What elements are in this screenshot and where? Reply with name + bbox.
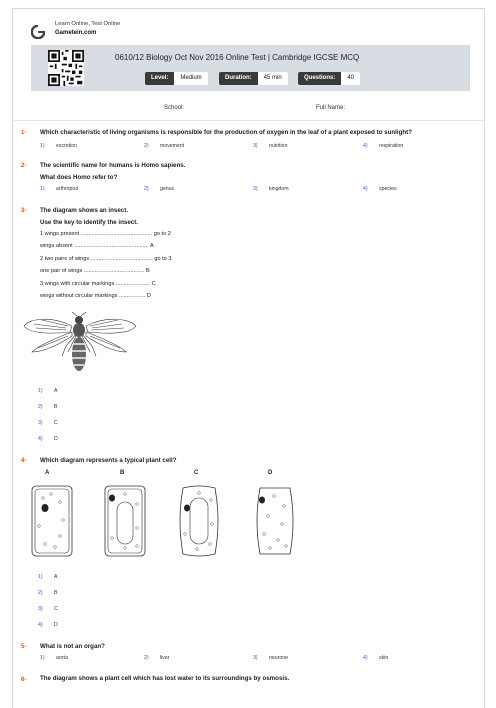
question-text: What does Homo refer to?	[40, 174, 118, 181]
level-label: Level:	[145, 72, 174, 85]
answer-option[interactable]: 2) B	[38, 404, 58, 410]
answer-option[interactable]: 1) aorta	[40, 655, 68, 661]
questions-value: 40	[341, 72, 360, 85]
question-text: Which diagram represents a typical plant cell?	[40, 457, 177, 464]
question-number: 1-	[21, 130, 27, 136]
qr-code-icon	[48, 50, 84, 86]
brand-tagline: Learn Online, Test Online	[55, 21, 121, 27]
answer-option[interactable]: 3) neurone	[253, 655, 289, 661]
question-number: 4-	[21, 458, 27, 464]
questions-badge	[298, 72, 360, 85]
question-text: The diagram shows an insect.	[40, 207, 129, 214]
gametein-logo-icon	[31, 25, 45, 39]
question-text: What is not an organ?	[40, 643, 105, 650]
brand-site[interactable]: Gametein.com	[55, 30, 97, 36]
answer-option[interactable]: 3) C	[38, 420, 58, 426]
diagram-label: D	[268, 470, 273, 476]
question-text: The diagram shows a plant cell which has lost water to its surroundings by osmosis.	[40, 675, 290, 682]
key-line: wings without circular markings ................. D	[40, 293, 151, 299]
insect-diagram	[22, 312, 138, 380]
duration-label: Duration:	[219, 72, 258, 85]
answer-option[interactable]: 4) D	[38, 622, 58, 628]
answer-option[interactable]: 4) D	[38, 436, 58, 442]
level-value: Medium	[174, 72, 207, 85]
key-line: 3 wings with circular markings ...................... C	[40, 281, 156, 287]
answer-option[interactable]: 3) C	[38, 606, 58, 612]
test-title: 0610/12 Biology Oct Nov 2016 Online Test | Cambridge IGCSE MCQ	[115, 53, 360, 62]
question-number: 6-	[21, 677, 27, 683]
diagram-label: C	[194, 470, 199, 476]
answer-option[interactable]: 4) species	[363, 186, 397, 192]
answer-option[interactable]: 1) excretion	[40, 143, 78, 149]
duration-value: 45 min	[258, 72, 288, 85]
cell-diagram-b	[103, 484, 147, 558]
answer-option[interactable]: 2) liver	[144, 655, 170, 661]
question-number: 2-	[21, 163, 27, 169]
fullname-field-label: Full Name:	[316, 105, 346, 111]
questions-label: Questions:	[298, 72, 341, 85]
duration-badge	[219, 72, 288, 85]
answer-option[interactable]: 1) A	[38, 388, 58, 394]
question-text: Which characteristic of living organisms is responsible for the production of oxygen in the leaf of a plant exposed to sunlight?	[40, 129, 412, 136]
key-line: 2 two pairs of wings ........................................ go to 3	[40, 256, 172, 262]
answer-option[interactable]: 3) kingdom	[253, 186, 289, 192]
answer-option[interactable]: 2) genus	[144, 186, 175, 192]
question-number: 5-	[21, 644, 27, 650]
answer-option[interactable]: 4) respiration	[363, 143, 404, 149]
answer-option[interactable]: 1) arthropod	[40, 186, 79, 192]
question-text: Use the key to identify the insect.	[40, 219, 138, 226]
answer-option[interactable]: 3) nutrition	[253, 143, 288, 149]
test-banner	[31, 45, 470, 91]
answer-option[interactable]: 2) B	[38, 590, 58, 596]
key-line: 1 wings present .............................................. go to 2	[40, 231, 171, 237]
level-badge	[145, 72, 208, 85]
question-text: The scientific name for humans is Homo sapiens.	[40, 162, 186, 169]
question-number: 3-	[21, 208, 27, 214]
key-line: wings absent ................................................ A	[40, 243, 154, 249]
diagram-label: A	[45, 470, 50, 476]
school-field-label: School:	[164, 105, 185, 111]
cell-diagram-c	[177, 484, 221, 558]
answer-option[interactable]: 1) A	[38, 574, 58, 580]
key-line: one pair of wings ....................................... B	[40, 268, 150, 274]
answer-option[interactable]: 2) movement	[144, 143, 185, 149]
cell-diagram-d	[252, 484, 296, 558]
answer-option[interactable]: 4) skin	[363, 655, 389, 661]
cell-diagram-a	[30, 484, 74, 558]
divider	[12, 120, 485, 121]
diagram-label: B	[120, 470, 125, 476]
